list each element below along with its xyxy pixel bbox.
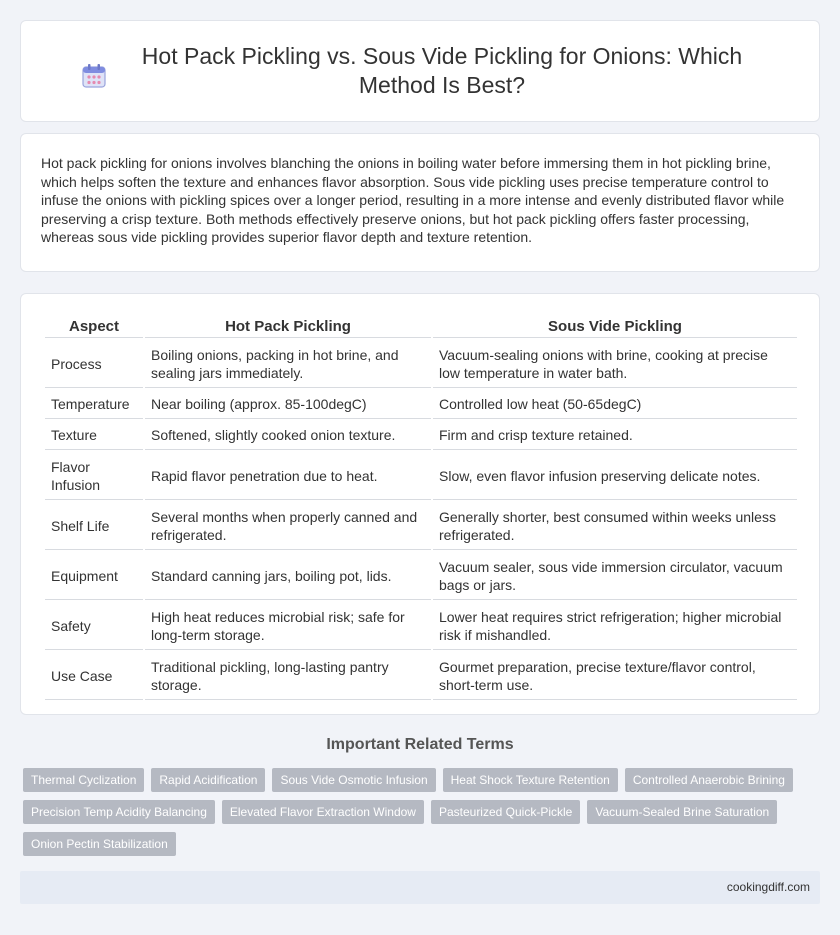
row-sous-vide: Generally shorter, best consumed within weeks unless refrigerated. [433,502,797,550]
table-row [45,502,797,550]
related-term-tag[interactable]: Rapid Acidification [151,768,265,792]
related-terms-heading: Important Related Terms [326,736,514,753]
calendar-icon [80,62,108,90]
intro-paragraph: Hot pack pickling for onions involves blanching the onions in boiling water before immersing them in hot pickling brine, which helps soften the texture and enhances flavor absorption. Sous vide pickling uses precise temperature control to infuse the onions with pickling spices over a longer period, resulting in a more intense and evenly distributed flavor while preserving a crisp texture. Both methods effectively preserve onions, but hot pack pickling offers faster processing, whereas sous vide pickling provides superior flavor depth and texture retention. [41,155,785,245]
related-term-tag[interactable]: Thermal Cyclization [23,768,144,792]
related-term-tag[interactable]: Sous Vide Osmotic Infusion [272,768,435,792]
row-hot-pack: Softened, slightly cooked onion texture. [145,421,431,450]
table-header-row [45,316,797,338]
row-aspect: Equipment [45,552,143,600]
row-aspect: Process [45,340,143,388]
table-row [45,390,797,419]
intro-card [20,133,820,272]
header-hot-pack: Hot Pack Pickling [145,316,431,338]
related-term-tag[interactable]: Pasteurized Quick-Pickle [431,800,580,824]
page-title: Hot Pack Pickling vs. Sous Vide Pickling for Onions: Which Method Is Best? [141,43,743,98]
row-sous-vide: Vacuum-sealing onions with brine, cooking at precise low temperature in water bath. [433,340,797,388]
row-aspect: Temperature [45,390,143,419]
table-row [45,652,797,700]
comparison-table [43,314,799,702]
related-term-tag[interactable]: Vacuum-Sealed Brine Saturation [587,800,777,824]
table-row [45,602,797,650]
row-hot-pack: Near boiling (approx. 85-100degC) [145,390,431,419]
related-term-tag[interactable]: Heat Shock Texture Retention [443,768,618,792]
related-terms-list [23,768,803,864]
row-hot-pack: Standard canning jars, boiling pot, lids. [145,552,431,600]
header-aspect: Aspect [45,316,143,338]
row-hot-pack: Several months when properly canned and refrigerated. [145,502,431,550]
row-hot-pack: Rapid flavor penetration due to heat. [145,452,431,500]
header-sous-vide: Sous Vide Pickling [433,316,797,338]
footer [20,871,820,904]
title-card [20,20,820,122]
row-hot-pack: Boiling onions, packing in hot brine, and sealing jars immediately. [145,340,431,388]
row-aspect: Shelf Life [45,502,143,550]
footer-site-link[interactable]: cookingdiff.com [726,880,810,894]
related-term-tag[interactable]: Precision Temp Acidity Balancing [23,800,215,824]
table-row [45,421,797,450]
row-sous-vide: Slow, even flavor infusion preserving delicate notes. [433,452,797,500]
row-hot-pack: Traditional pickling, long-lasting pantry storage. [145,652,431,700]
row-sous-vide: Gourmet preparation, precise texture/flavor control, short-term use. [433,652,797,700]
related-term-tag[interactable]: Elevated Flavor Extraction Window [222,800,424,824]
table-row [45,340,797,388]
row-aspect: Safety [45,602,143,650]
row-aspect: Texture [45,421,143,450]
row-sous-vide: Vacuum sealer, sous vide immersion circulator, vacuum bags or jars. [433,552,797,600]
row-aspect: Use Case [45,652,143,700]
title-wrap [80,42,760,100]
row-sous-vide: Firm and crisp texture retained. [433,421,797,450]
table-row [45,452,797,500]
related-term-tag[interactable]: Controlled Anaerobic Brining [625,768,793,792]
row-aspect: Flavor Infusion [45,452,143,500]
row-sous-vide: Controlled low heat (50-65degC) [433,390,797,419]
table-row [45,552,797,600]
row-hot-pack: High heat reduces microbial risk; safe for long-term storage. [145,602,431,650]
row-sous-vide: Lower heat requires strict refrigeration; higher microbial risk if mishandled. [433,602,797,650]
related-term-tag[interactable]: Onion Pectin Stabilization [23,832,176,856]
comparison-card [20,293,820,715]
